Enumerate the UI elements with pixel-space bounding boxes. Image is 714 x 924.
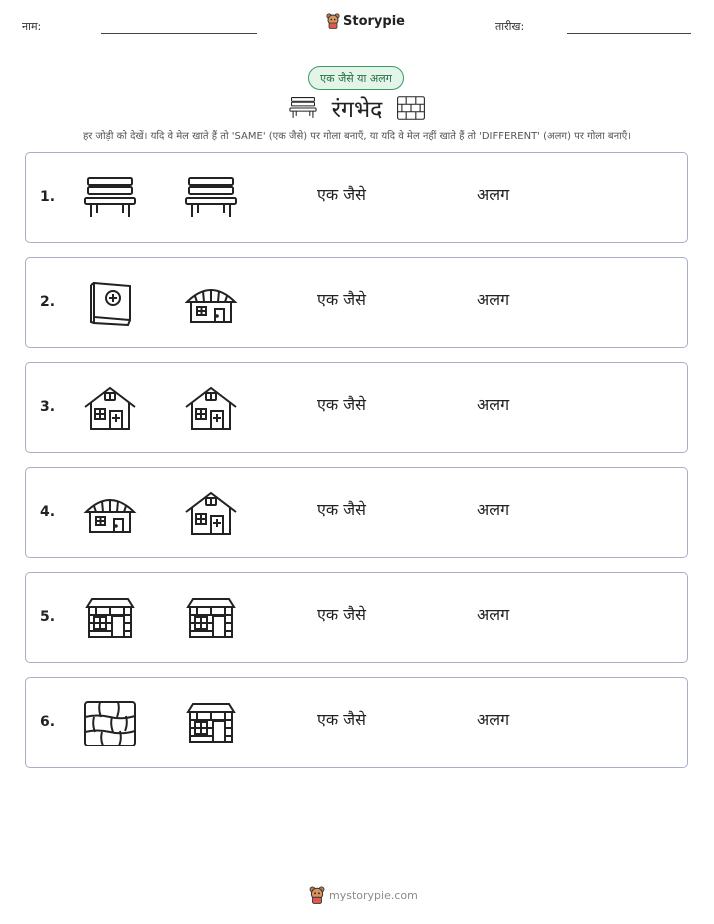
different-option[interactable]: अलग: [477, 185, 510, 204]
clinic-icon: [183, 385, 239, 431]
brickhouse-icon: [183, 595, 239, 641]
pair-card: [25, 362, 688, 453]
brickhouse-icon: [183, 700, 239, 746]
name-label: नाम:: [22, 20, 42, 33]
pair-number: 5.: [40, 609, 56, 625]
bench-icon: [288, 96, 318, 120]
stone-wall-icon: [396, 95, 426, 121]
pair-card: [25, 572, 688, 663]
book-icon: [82, 280, 138, 326]
date-label: तारीख:: [495, 20, 525, 33]
different-option[interactable]: अलग: [477, 290, 510, 309]
pair-number: 6.: [40, 714, 56, 730]
footer: [309, 886, 418, 904]
brickhouse-icon: [82, 595, 138, 641]
different-option[interactable]: अलग: [477, 605, 510, 624]
date-field-line[interactable]: [567, 33, 691, 34]
name-field-line[interactable]: [101, 33, 257, 34]
pair-card: [25, 152, 688, 243]
same-option[interactable]: एक जैसे: [317, 290, 366, 309]
different-option[interactable]: अलग: [477, 500, 510, 519]
instructions-text: हर जोड़ी को देखें। यदि वे मेल खाते हैं तो 'SAME' (एक जैसे) पर गोला बनाएँ, या यदि वे मेल नहीं खाते हैं तो 'DIFFERENT' (अलग) पर गोला बनाएँ।: [82, 131, 632, 142]
pair-number: 2.: [40, 294, 56, 310]
footer-site: mystorypie.com: [329, 888, 418, 902]
bear-mascot-icon: [309, 886, 325, 904]
hut-icon: [183, 280, 239, 326]
brand-logo: [326, 13, 405, 29]
clinic-icon: [183, 490, 239, 536]
stonewall-icon: [82, 700, 138, 746]
pair-number: 1.: [40, 189, 56, 205]
pair-card: [25, 677, 688, 768]
same-option[interactable]: एक जैसे: [317, 185, 366, 204]
brand-name: Storypie: [343, 13, 405, 29]
pair-card: [25, 257, 688, 348]
different-option[interactable]: अलग: [477, 395, 510, 414]
different-option[interactable]: अलग: [477, 710, 510, 729]
clinic-icon: [82, 385, 138, 431]
pair-card: [25, 467, 688, 558]
bench-icon: [82, 175, 138, 221]
bench-icon: [183, 175, 239, 221]
hut-icon: [82, 490, 138, 536]
same-option[interactable]: एक जैसे: [317, 500, 366, 519]
bear-mascot-icon: [326, 13, 340, 29]
same-option[interactable]: एक जैसे: [317, 605, 366, 624]
pair-number: 4.: [40, 504, 56, 520]
topic-badge: एक जैसे या अलग: [308, 66, 404, 90]
pair-number: 3.: [40, 399, 56, 415]
page-title: रंगभेद: [331, 97, 383, 123]
title-row: [0, 92, 714, 124]
same-option[interactable]: एक जैसे: [317, 710, 366, 729]
same-option[interactable]: एक जैसे: [317, 395, 366, 414]
